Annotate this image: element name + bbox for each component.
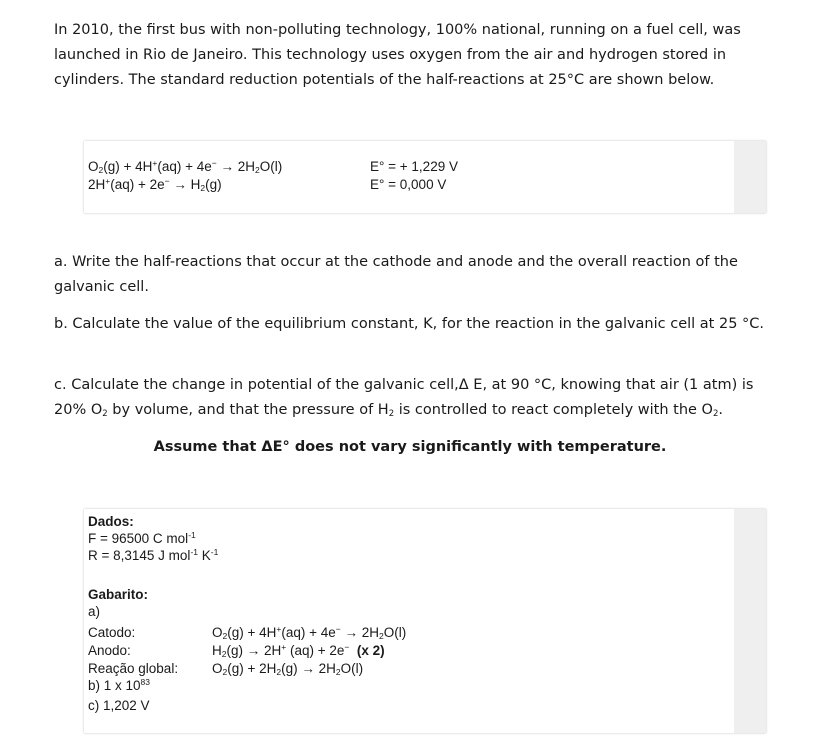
question-a: a. Write the half-reactions that occur at the cathode and anode and the overall reaction of the galvanic cell.	[54, 254, 738, 295]
box-side-strip	[734, 509, 766, 733]
answer-b: b) 1 x $10^{83}$	[88, 677, 150, 693]
half-reactions-box	[84, 141, 766, 213]
question-c-part3: is controlled to react completely with the O	[394, 402, 713, 418]
box-side-strip	[734, 141, 766, 213]
global-reaction: $O_2(g) + 2H_2(g) \to 2H_2O(l)$	[212, 661, 364, 677]
gas-constant: R = 8,3145 J mol$^{-1}$ $K^{-1}$	[88, 547, 219, 563]
answer-c: c) 1,202 V	[88, 698, 150, 713]
times-two: (x 2)	[356, 643, 385, 658]
oxygen-potential: E° = + 1,229 V	[370, 159, 458, 174]
hydrogen-potential: E° = 0,000 V	[370, 177, 447, 192]
intro-paragraph: In 2010, the first bus with non-polluting technology, 100% national, running on a fuel cell, was launched in Rio de Janeiro. This technology uses oxygen from the air and hydrogen stored in cylinders. The standard reduction potentials of the half-reactions at 25°C are shown below.	[54, 22, 741, 88]
catodo-label: Catodo:	[88, 625, 136, 640]
gabarito-title: Gabarito:	[88, 587, 149, 602]
catodo-reaction: $O_2(g) + 4H^+(aq) + 4e^- \to 2H_2O(l)$	[212, 624, 407, 641]
anodo-label: Anodo:	[88, 643, 131, 658]
anodo-reaction: $H_2(g) \to 2H^+$ (aq) + 2e− (x 2)	[212, 642, 385, 659]
question-c: c. Calculate the change in potential of the galvanic cell,Δ E, at 90 °C, knowing that air (1 atm) is 20% $O_2$ by volume, and that the pressure of $H_2$ is controlled to react completely with the $O_2$.	[54, 377, 754, 419]
answer-a-label: a)	[88, 604, 101, 619]
dados-title: Dados:	[88, 514, 134, 529]
data-answers-box	[84, 509, 766, 733]
assumption-note: Assume that ΔE° does not vary significantly with temperature.	[153, 439, 667, 455]
question-c-part2: by volume, and that the pressure of H	[107, 402, 389, 418]
global-label: Reação global:	[88, 661, 179, 676]
oxygen-half-reaction: $O_2(g) + 4H^+(aq) + 4e^- \to 2H_2O(l)$	[88, 158, 283, 175]
faraday-constant: F = 96500 C mol$^{-1}$	[88, 530, 196, 546]
question-c-part1: c. Calculate the change in potential of the galvanic cell,Δ E, at 90 °C, knowing that air (1 atm) is 20% O	[54, 377, 754, 418]
question-b: b. Calculate the value of the equilibrium constant, K, for the reaction in the galvanic cell at 25 °C.	[54, 316, 765, 332]
hydrogen-half-reaction: $2H^+(aq) + 2e^- \to H_2(g)$	[88, 176, 222, 193]
